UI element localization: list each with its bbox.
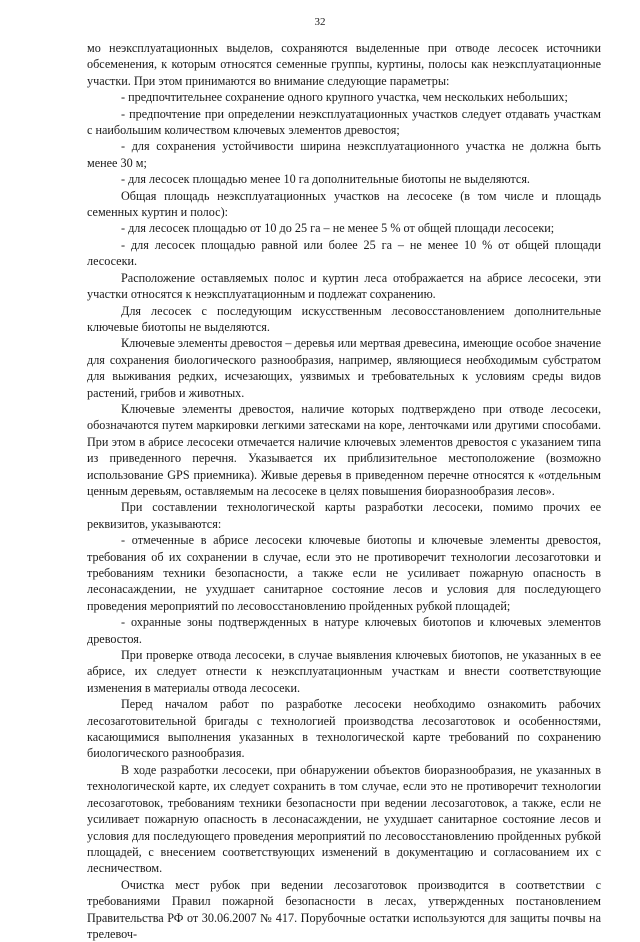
paragraph: В ходе разработки лесосеки, при обнаружении объектов биоразнообразия, не указанных в технологической карте, их следует сохранить в том случае, если это не противоречит технологии лесозаготовок, требованиям техники безопасности при ведении лесозаготовок, а также, если не усиливает пожарную опасность в лесонасаждении, не ухудшает санитарное состояние лесов и условия для последующего проведения мероприятий по лесовосстановлению пройденных рубкой площадей, с внесением соответствующих изменений в документацию и согласованием их с лесничеством. [87, 762, 601, 876]
page-number: 32 [314, 16, 326, 28]
paragraph: - предпочтительнее сохранение одного крупного участка, чем нескольких небольших; [121, 90, 568, 105]
paragraph: - охранные зоны подтвержденных в натуре ключевых биотопов и ключевых элементов древостоя. [87, 615, 601, 646]
paragraph: Расположение оставляемых полос и куртин леса отображается на абрисе лесосеки, эти участки относятся к неэксплуатационным и подлежат сохранению. [87, 270, 601, 302]
paragraph: - для лесосек площадью менее 10 га дополнительные биотопы не выделяются. [121, 172, 530, 187]
paragraph: При составлении технологической карты разработки лесосеки, помимо прочих ее реквизитов, указываются: [87, 500, 601, 531]
paragraph: - для сохранения устойчивости ширина неэксплуатационного участка не должна быть менее 30 м; [87, 139, 601, 170]
paragraph: - для лесосек площадью равной или более 25 га – не менее 10 % от общей площади лесосеки. [87, 237, 601, 269]
paragraph: - предпочтение при определении неэксплуатационных участков следует отдавать участкам с наибольшим количеством ключевых элементов древостоя; [87, 106, 601, 138]
paragraph: Ключевые элементы древостоя – деревья или мертвая древесина, имеющие особое значение для сохранения биологического разнообразия, например, являющиеся необходимым субстратом для выживания редких, исчезающих, уязвимых и требовательных к условиям среды видов растений, грибов и животных. [87, 336, 602, 400]
paragraph: Общая площадь неэксплуатационных участков на лесосеке (в том числе и площадь семенных куртин и полос): [87, 188, 601, 220]
paragraph: мо неэксплуатационных выделов, сохраняются выделенные при отводе лесосек источники обсеменения, к которым относятся семенные группы, куртины, полосы как неэксплуатационные участки. При этом принимаются во внимание следующие параметры: [87, 41, 601, 88]
paragraph: - для лесосек площадью от 10 до 25 га – не менее 5 % от общей площади лесосеки; [121, 221, 555, 236]
paragraph: При проверке отвода лесосеки, в случае выявления ключевых биотопов, не указанных в ее абрисе, их следует отнести к неэксплуатационным участкам и внести соответствующие изменения в материалы отвода лесосеки. [87, 648, 601, 695]
paragraph: Перед началом работ по разработке лесосеки необходимо ознакомить рабочих лесозаготовительной бригады с технологией производства лесозаготовок и особенностями, касающимися выполнения указанных в технологической карте требований по сохранению биологического разнообразия. [87, 697, 601, 761]
paragraph: Ключевые элементы древостоя, наличие которых подтверждено при отводе лесосеки, обозначаются путем маркировки легкими затесками на коре, ленточками или другими способами. При этом в абрисе лесосеки отмечается наличие ключевых элементов древостоя с указанием типа из приведенного перечня. Указывается их приблизительное местоположение (возможно использование GPS приемника). Живые деревья в приведенном перечне относятся к «отдельным ценным деревьям, оставляемым на лесосеке в целях повышения биоразнообразия лесов». [87, 401, 601, 498]
document-body [87, 40, 601, 942]
paragraph: Очистка мест рубок при ведении лесозаготовок производится в соответствии с требованиями Правил пожарной безопасности в лесах, утвержденных постановлением Правительства РФ от 30.06.2007 № 417. Порубочные остатки используются для защиты почвы на трелевоч- [87, 877, 601, 941]
paragraph: - отмеченные в абрисе лесосеки ключевые биотопы и ключевые элементы древостоя, требования об их сохранении в случае, если это не противоречит технологии лесозаготовки и требованиям техники безопасности, а также если не усиливает пожарную опасность в лесонасаждении, не ухудшает санитарное состояние лесов и условия для последующего проведения мероприятий по лесовосстановлению пройденных рубкой площадей; [87, 533, 601, 613]
paragraph: Для лесосек с последующим искусственным лесовосстановлением дополнительные ключевые биотопы не выделяются. [87, 303, 601, 334]
